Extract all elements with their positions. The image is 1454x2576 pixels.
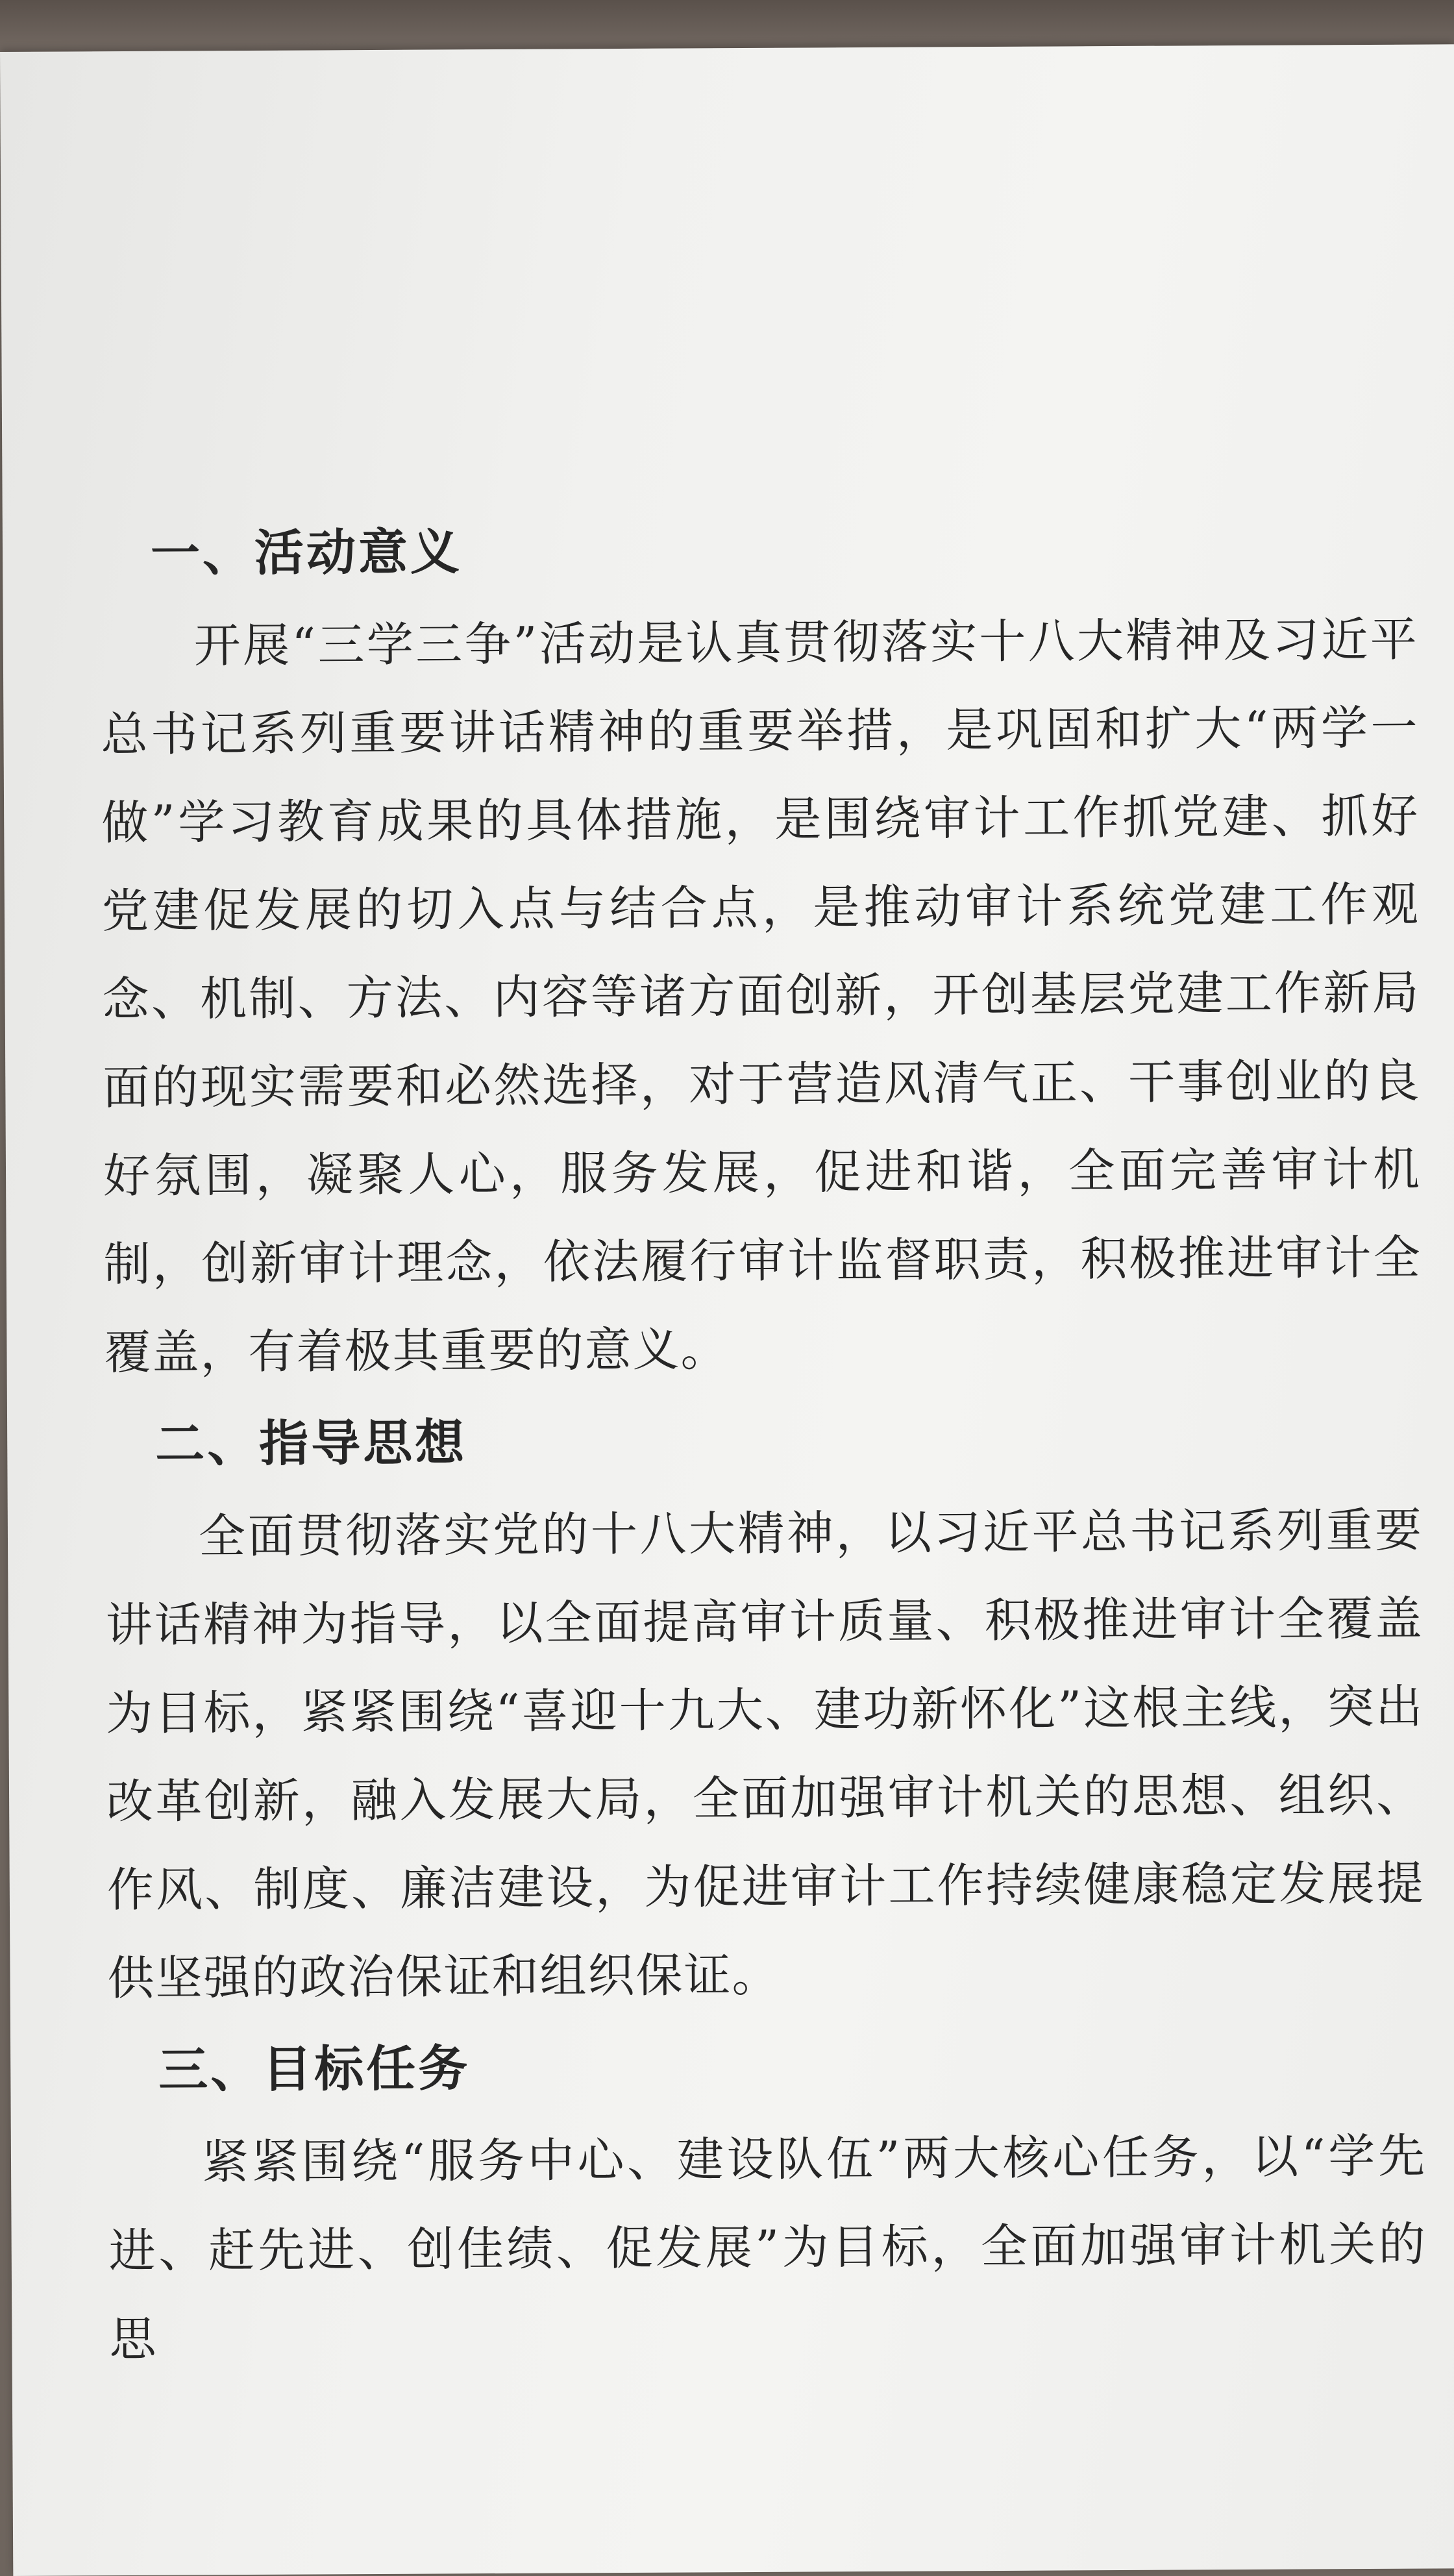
paper-sheet bbox=[0, 44, 1454, 2576]
document-body bbox=[100, 499, 1427, 2384]
section-heading-guiding-ideology: 二、指导思想 bbox=[154, 1413, 467, 1473]
section-heading-goals-tasks: 三、目标任务 bbox=[158, 2039, 471, 2099]
section-paragraph-goals-tasks: 紧紧围绕“服务中心、建设队伍”两大核心任务，以“学先进、赶先进、创佳绩、促发展”为目标，全面加强审计机关的思 bbox=[108, 2128, 1427, 2367]
section-heading-significance: 一、活动意义 bbox=[150, 523, 463, 582]
section-paragraph-guiding-ideology: 全面贯彻落实党的十八大精神，以习近平总书记系列重要讲话精神为指导，以全面提高审计质量、积极推进审计全覆盖为目标，紧紧围绕“喜迎十九大、建功新怀化”这根主线，突出改革创新，融入发展大局，全面加强审计机关的思想、组织、作风、制度、廉洁建设，为促进审计工作持续健康稳定发展提供坚强的政治保证和组织保证。 bbox=[105, 1502, 1425, 2006]
section-paragraph-significance: 开展“三学三争”活动是认真贯彻落实十八大精神及习近平总书记系列重要讲话精神的重要举措，是巩固和扩大“两学一做”学习教育成果的具体措施，是围绕审计工作抓党建、抓好党建促发展的切入点与结合点，是推动审计系统党建工作观念、机制、方法、内容等诸方面创新，开创基层党建工作新局面的现实需要和必然选择，对于营造风清气正、干事创业的良好氛围，凝聚人心，服务发展，促进和谐，全面完善审计机制，创新审计理念，依法履行审计监督职责，积极推进审计全覆盖，有着极其重要的意义。 bbox=[101, 612, 1422, 1380]
